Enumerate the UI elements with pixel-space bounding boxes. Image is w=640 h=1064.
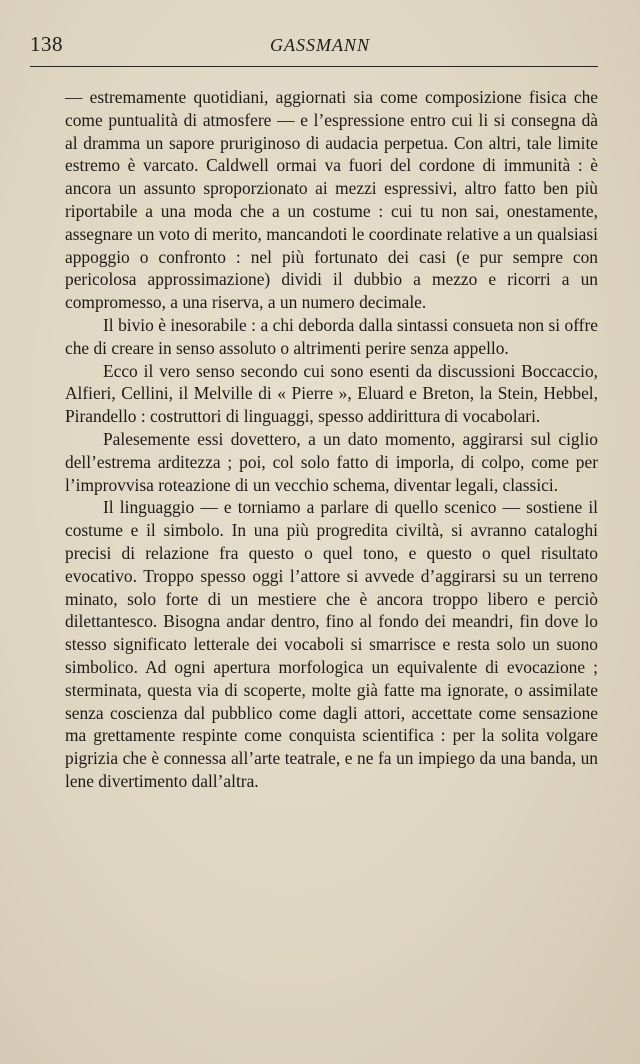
body-text [65, 86, 598, 793]
page-header [0, 32, 640, 62]
running-title: GASSMANN [270, 35, 370, 55]
paragraph: — estremamente quotidiani, aggiornati sia come composizione fisica che come puntualità di atmosfere — e l’espressione entro cui li si consegna dà al dramma un sapore pruriginoso di audacia perpetua. Con altri, tale limite estremo è varcato. Caldwell ormai va fuori del cordone di immunità : è ancora un assunto sproporzionato ai mezzi espressivi, altro fatto ben più riportabile a una moda che a un costume : cui tu non sai, onestamente, assegnare un voto di merito, mancandoti le coordinate relative a un qualsiasi appoggio o confronto : nel più fortunato dei casi (e pur sempre con pericolosa approssimazione) dividi il dubbio a mezzo e ricorri a un compromesso, a una riserva, a un numero decimale. [65, 87, 598, 313]
page-number: 138 [30, 32, 63, 56]
paragraph: Ecco il vero senso secondo cui sono esenti da discussioni Boccaccio, Alfieri, Cellini, il Melville di « Pierre », Eluard e Breton, la Stein, Hebbel, Pirandello : costruttori di linguaggi, spesso addirittura di vocabolari. [65, 360, 598, 427]
paragraph: Il linguaggio — e torniamo a parlare di quello scenico — sostiene il costume e il simbolo. In una più progredita civiltà, si avranno cataloghi precisi di relazione fra questo o quel tono, e questo o quel risultato evocativo. Troppo spesso oggi l’attore si avvede d’aggirarsi su un terreno minato, solo forte di un mestiere che è ancora troppo libero e perciò dilettantesco. Bisogna andar dentro, fino al fondo dei meandri, fin dove lo stesso significato letterale dei vocaboli si smarrisce e resta solo un suono simbolico. Ad ogni apertura morfologica un equivalente di evocazione ; sterminata, questa via di scoperte, molte già fatte ma ignorate, o assimilate senza coscienza dal pubblico come dagli attori, accettate come sensazione ma grettamente respinte come conquista scientifica : per la solita volgare pigrizia che è connessa all’arte teatrale, e ne fa un impiego da una banda, un lene divertimento dall’altra. [65, 497, 598, 791]
paragraph: Il bivio è inesorabile : a chi deborda dalla sintassi consueta non si offre che di creare in senso assoluto o altrimenti perire senza appello. [65, 314, 598, 358]
header-rule [30, 66, 598, 67]
paragraph: Palesemente essi dovettero, a un dato momento, aggirarsi sul ciglio dell’estrema arditezza ; poi, col solo fatto di imporla, di colpo, come per l’improvvisa roteazione di un vecchio schema, diventar legali, classici. [65, 428, 598, 495]
